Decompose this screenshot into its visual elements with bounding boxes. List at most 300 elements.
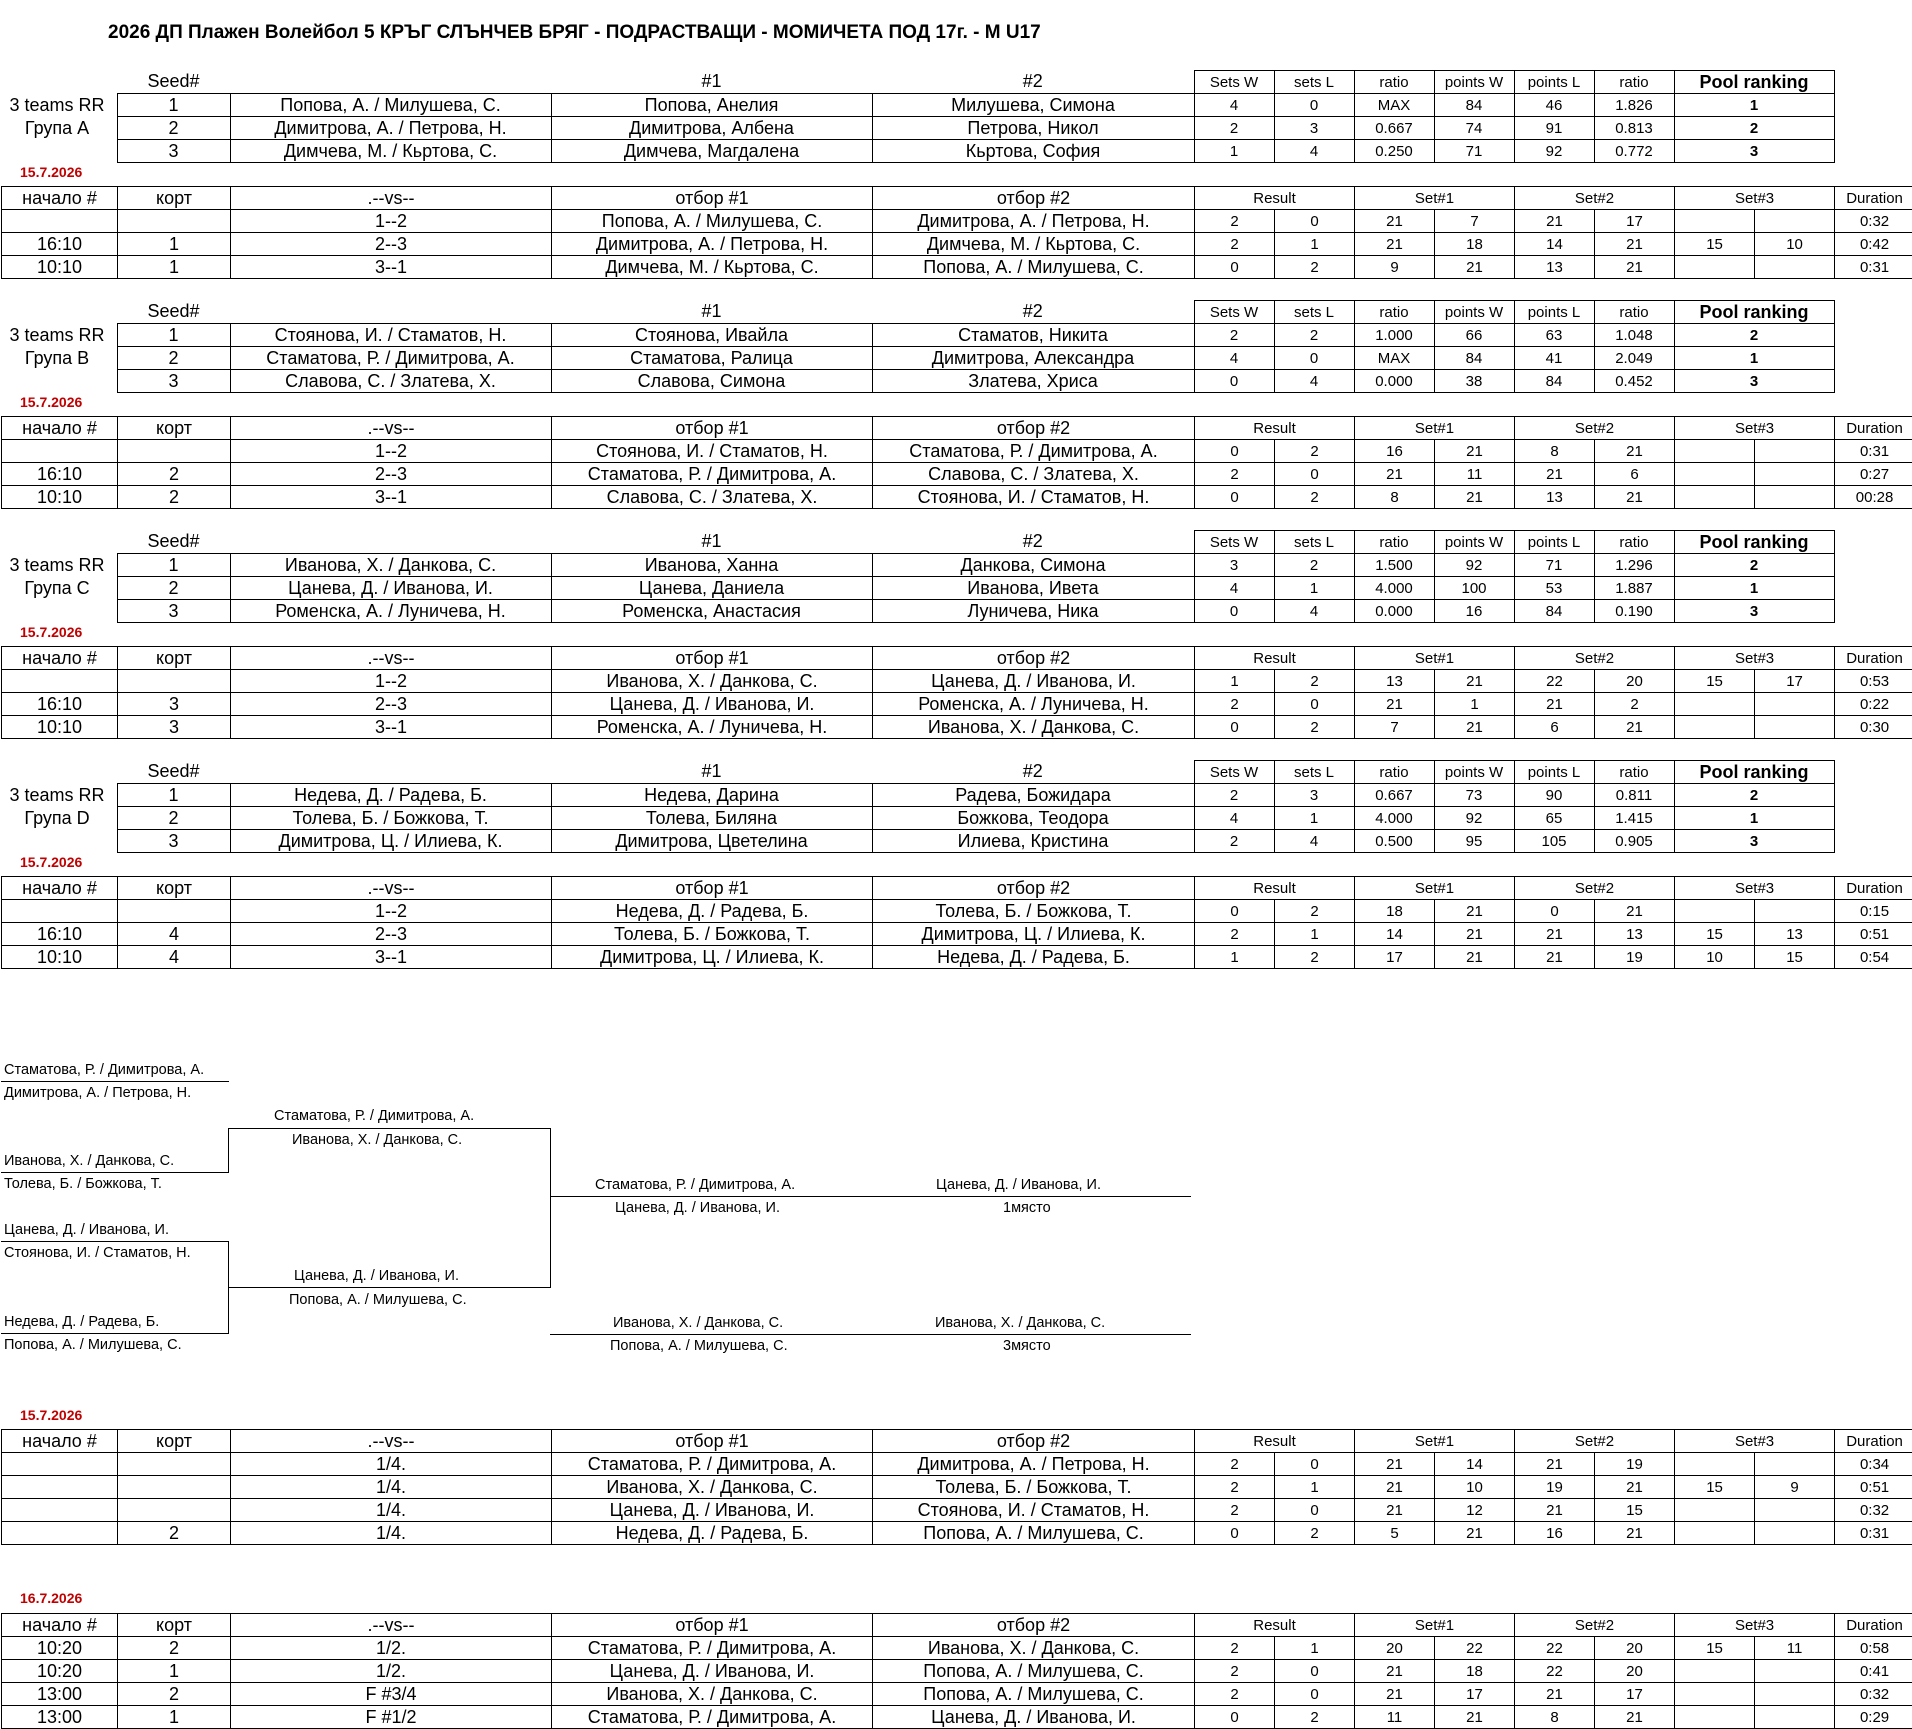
set1-header: Set#1	[1355, 1614, 1515, 1637]
team1-header: отбор #1	[552, 187, 873, 210]
set3-team1: 15	[1675, 670, 1755, 693]
match-team1: Стоянова, И. / Стаматов, Н.	[552, 440, 873, 463]
set3-team1	[1675, 210, 1755, 233]
seed-number: 2	[117, 117, 230, 140]
match-team2: Стоянова, И. / Стаматов, Н.	[873, 1499, 1195, 1522]
match-team1: Недева, Д. / Радева, Б.	[552, 900, 873, 923]
set3-header: Set#3	[1675, 187, 1835, 210]
match-duration: 0:31	[1835, 256, 1912, 279]
set1-team1: 17	[1355, 946, 1435, 969]
match-row	[2, 1637, 1912, 1660]
match-team1: Иванова, Х. / Данкова, С.	[552, 670, 873, 693]
match-team1: Недева, Д. / Радева, Б.	[552, 1522, 873, 1545]
points-won-header: points W	[1434, 761, 1514, 784]
sets-lost: 2	[1274, 324, 1354, 347]
set1-team1: 21	[1355, 1453, 1435, 1476]
set2-team1: 21	[1515, 463, 1595, 486]
set3-team2	[1755, 716, 1835, 739]
seed-number: 2	[117, 807, 230, 830]
player1-header: #1	[551, 761, 872, 784]
sets-ratio: MAX	[1354, 347, 1434, 370]
match-duration: 0:15	[1835, 900, 1912, 923]
match-team2: Недева, Д. / Радева, Б.	[873, 946, 1195, 969]
set2-header: Set#2	[1515, 647, 1675, 670]
match-start-time: 16:10	[2, 693, 118, 716]
team-name: Стоянова, И. / Стаматов, Н.	[230, 324, 551, 347]
match-duration: 0:51	[1835, 1476, 1912, 1499]
blank-cell	[1, 71, 117, 94]
duration-header: Duration	[1835, 417, 1912, 440]
blank-cell	[1, 761, 117, 784]
seed-header: Seed#	[117, 531, 230, 554]
set3-header: Set#3	[1675, 1430, 1835, 1453]
set1-team1: 13	[1355, 670, 1435, 693]
start-header: начало #	[2, 1430, 118, 1453]
set3-team2	[1755, 463, 1835, 486]
player2-name: Луничева, Ника	[872, 600, 1194, 623]
set1-team2: 21	[1435, 923, 1515, 946]
set1-team1: 21	[1355, 463, 1435, 486]
set2-header: Set#2	[1515, 1614, 1675, 1637]
player1-name: Стоянова, Ивайла	[551, 324, 872, 347]
seed-header: Seed#	[117, 71, 230, 94]
set3-team2: 15	[1755, 946, 1835, 969]
match-court	[118, 1499, 231, 1522]
points-ratio: 0.452	[1594, 370, 1674, 393]
set1-team2: 17	[1435, 1683, 1515, 1706]
points-ratio: 1.826	[1594, 94, 1674, 117]
blank-cell	[230, 531, 551, 554]
set3-team1	[1675, 463, 1755, 486]
set1-team1: 20	[1355, 1637, 1435, 1660]
sets-lost: 3	[1274, 784, 1354, 807]
points-lost: 90	[1514, 784, 1594, 807]
set2-header: Set#2	[1515, 877, 1675, 900]
match-start-time: 16:10	[2, 923, 118, 946]
match-court: 4	[118, 946, 231, 969]
result-team2: 0	[1275, 1683, 1355, 1706]
standings-header-row	[1, 71, 1834, 94]
bracket-semifinal-team: Попова, А. / Милушева, С.	[289, 1292, 467, 1308]
match-court: 2	[118, 1637, 231, 1660]
match-start-time	[2, 1499, 118, 1522]
points-lost: 46	[1514, 94, 1594, 117]
team2-header: отбор #2	[873, 1614, 1195, 1637]
points-won: 66	[1434, 324, 1514, 347]
result-team2: 2	[1275, 1706, 1355, 1729]
court-header: корт	[118, 187, 231, 210]
pool-group-label: Група D	[2, 807, 112, 830]
match-header-row	[2, 1430, 1912, 1453]
match-team1: Цанева, Д. / Иванова, И.	[552, 693, 873, 716]
set3-team1	[1675, 900, 1755, 923]
match-duration: 0:42	[1835, 233, 1912, 256]
match-team1: Димитрова, А. / Петрова, Н.	[552, 233, 873, 256]
points-lost: 105	[1514, 830, 1594, 853]
match-row	[2, 900, 1912, 923]
set1-team2: 11	[1435, 463, 1515, 486]
match-team1: Димчева, М. / Кьртова, С.	[552, 256, 873, 279]
match-team2: Димитрова, А. / Петрова, Н.	[873, 1453, 1195, 1476]
pool-rank: 3	[1674, 600, 1834, 623]
set2-team1: 21	[1515, 946, 1595, 969]
result-team2: 2	[1275, 670, 1355, 693]
team-row	[1, 577, 1834, 600]
set2-team1: 14	[1515, 233, 1595, 256]
match-start-time: 10:10	[2, 716, 118, 739]
match-team2: Димитрова, Ц. / Илиева, К.	[873, 923, 1195, 946]
team-row	[1, 140, 1834, 163]
points-lost: 41	[1514, 347, 1594, 370]
player1-name: Недева, Дарина	[551, 784, 872, 807]
set2-team2: 21	[1595, 900, 1675, 923]
team-name: Димитрова, А. / Петрова, Н.	[230, 117, 551, 140]
result-team1: 1	[1195, 946, 1275, 969]
match-start-time	[2, 900, 118, 923]
team-name: Иванова, Х. / Данкова, С.	[230, 554, 551, 577]
set2-team2: 21	[1595, 440, 1675, 463]
points-won-header: points W	[1434, 71, 1514, 94]
player2-name: Златева, Хриса	[872, 370, 1194, 393]
match-start-time: 13:00	[2, 1683, 118, 1706]
sets-won: 4	[1194, 807, 1274, 830]
set1-team1: 18	[1355, 900, 1435, 923]
match-start-time: 10:20	[2, 1637, 118, 1660]
sets-lost: 0	[1274, 347, 1354, 370]
match-duration: 0:34	[1835, 1453, 1912, 1476]
points-ratio: 0.813	[1594, 117, 1674, 140]
sets-ratio: 4.000	[1354, 577, 1434, 600]
result-team1: 0	[1195, 900, 1275, 923]
bracket-round1-team: Недева, Д. / Радева, Б.	[4, 1314, 159, 1330]
player2-name: Милушева, Симона	[872, 94, 1194, 117]
match-start-time: 16:10	[2, 233, 118, 256]
match-row	[2, 1660, 1912, 1683]
match-table	[1, 876, 1912, 969]
sets-lost: 4	[1274, 600, 1354, 623]
set2-team1: 22	[1515, 670, 1595, 693]
pool-rank: 2	[1674, 554, 1834, 577]
match-start-time: 13:00	[2, 1706, 118, 1729]
match-team2: Славова, С. / Златева, Х.	[873, 463, 1195, 486]
set1-team1: 14	[1355, 923, 1435, 946]
set3-team1	[1675, 486, 1755, 509]
player1-header: #1	[551, 71, 872, 94]
set1-team2: 18	[1435, 1660, 1515, 1683]
match-court	[118, 1476, 231, 1499]
result-header: Result	[1195, 417, 1355, 440]
result-header: Result	[1195, 1430, 1355, 1453]
sets-won: 3	[1194, 554, 1274, 577]
set1-team1: 21	[1355, 1660, 1435, 1683]
set2-team2: 2	[1595, 693, 1675, 716]
match-start-time	[2, 1522, 118, 1545]
set2-team2: 21	[1595, 256, 1675, 279]
match-pairing: F #3/4	[231, 1683, 552, 1706]
page-title: 2026 ДП Плажен Волейбол 5 КРЪГ СЛЪНЧЕВ БРЯГ - ПОДРАСТВАЩИ - МОМИЧЕТА ПОД 17г. - М U17	[108, 22, 1041, 44]
match-row	[2, 946, 1912, 969]
player2-name: Илиева, Кристина	[872, 830, 1194, 853]
team-row	[1, 600, 1834, 623]
match-duration: 0:22	[1835, 693, 1912, 716]
sets-won-header: Sets W	[1194, 301, 1274, 324]
pool-label	[2, 554, 112, 600]
set1-team1: 21	[1355, 693, 1435, 716]
points-ratio: 2.049	[1594, 347, 1674, 370]
points-lost: 71	[1514, 554, 1594, 577]
result-team1: 2	[1195, 210, 1275, 233]
sets-lost-header: sets L	[1274, 71, 1354, 94]
set2-team1: 21	[1515, 1683, 1595, 1706]
player1-name: Славова, Симона	[551, 370, 872, 393]
sets-won: 2	[1194, 784, 1274, 807]
bracket-third-place-team: Иванова, Х. / Данкова, С.	[613, 1315, 783, 1331]
result-team1: 2	[1195, 693, 1275, 716]
set3-header: Set#3	[1675, 417, 1835, 440]
match-table	[1, 186, 1912, 279]
sets-lost: 4	[1274, 830, 1354, 853]
court-header: корт	[118, 417, 231, 440]
match-header-row	[2, 647, 1912, 670]
pool-type-label: 3 teams RR	[2, 554, 112, 577]
set2-team1: 13	[1515, 256, 1595, 279]
pool-rank: 2	[1674, 117, 1834, 140]
set1-team2: 1	[1435, 693, 1515, 716]
match-team1: Стаматова, Р. / Димитрова, А.	[552, 463, 873, 486]
sets-won: 4	[1194, 94, 1274, 117]
match-court: 1	[118, 1706, 231, 1729]
set3-team2	[1755, 1453, 1835, 1476]
set1-team1: 8	[1355, 486, 1435, 509]
set1-team1: 21	[1355, 1499, 1435, 1522]
team-row	[1, 807, 1834, 830]
match-start-time	[2, 440, 118, 463]
bracket-line	[228, 1128, 550, 1129]
set3-team1	[1675, 1683, 1755, 1706]
sets-ratio: 1.000	[1354, 324, 1434, 347]
set3-team1	[1675, 1660, 1755, 1683]
set2-team2: 20	[1595, 670, 1675, 693]
set3-team1: 10	[1675, 946, 1755, 969]
court-header: корт	[118, 877, 231, 900]
set3-team2	[1755, 1706, 1835, 1729]
set3-header: Set#3	[1675, 1614, 1835, 1637]
result-team1: 2	[1195, 1476, 1275, 1499]
match-pairing: 1/4.	[231, 1499, 552, 1522]
points-lost-header: points L	[1514, 71, 1594, 94]
team-row	[1, 94, 1834, 117]
match-team2: Попова, А. / Милушева, С.	[873, 256, 1195, 279]
seed-number: 3	[117, 600, 230, 623]
match-start-time: 10:10	[2, 946, 118, 969]
set3-team1	[1675, 1706, 1755, 1729]
seed-header: Seed#	[117, 301, 230, 324]
points-ratio: 1.887	[1594, 577, 1674, 600]
result-team2: 1	[1275, 233, 1355, 256]
match-court: 2	[118, 463, 231, 486]
points-lost-header: points L	[1514, 531, 1594, 554]
player1-name: Димитрова, Албена	[551, 117, 872, 140]
pool-label	[2, 94, 112, 140]
match-team2: Роменска, А. / Луничева, Н.	[873, 693, 1195, 716]
match-duration: 0:54	[1835, 946, 1912, 969]
bracket-third-place-team: Попова, А. / Милушева, С.	[610, 1338, 788, 1354]
points-lost: 84	[1514, 370, 1594, 393]
bracket-line	[1, 1172, 229, 1173]
player1-name: Иванова, Ханна	[551, 554, 872, 577]
result-team2: 2	[1275, 440, 1355, 463]
blank-cell	[1, 301, 117, 324]
set2-team2: 21	[1595, 1706, 1675, 1729]
team2-header: отбор #2	[873, 877, 1195, 900]
set1-team2: 21	[1435, 670, 1515, 693]
points-won-header: points W	[1434, 531, 1514, 554]
pool-rank: 1	[1674, 577, 1834, 600]
set1-team2: 21	[1435, 716, 1515, 739]
set2-team2: 13	[1595, 923, 1675, 946]
points-ratio-header: ratio	[1594, 531, 1674, 554]
points-ratio-header: ratio	[1594, 761, 1674, 784]
team-name: Цанева, Д. / Иванова, И.	[230, 577, 551, 600]
match-duration: 0:58	[1835, 1637, 1912, 1660]
result-team2: 1	[1275, 1476, 1355, 1499]
match-header-row	[2, 877, 1912, 900]
set1-team2: 21	[1435, 946, 1515, 969]
set1-team1: 21	[1355, 210, 1435, 233]
result-team2: 0	[1275, 463, 1355, 486]
set3-header: Set#3	[1675, 877, 1835, 900]
vs-header: .--vs--	[231, 877, 552, 900]
match-header-row	[2, 1614, 1912, 1637]
standings-table	[1, 530, 1835, 623]
match-row	[2, 1499, 1912, 1522]
match-pairing: 1/4.	[231, 1522, 552, 1545]
points-lost: 92	[1514, 140, 1594, 163]
pool-rank: 1	[1674, 347, 1834, 370]
match-pairing: F #1/2	[231, 1706, 552, 1729]
team-row	[1, 784, 1834, 807]
team2-header: отбор #2	[873, 647, 1195, 670]
set2-header: Set#2	[1515, 1430, 1675, 1453]
match-row	[2, 1476, 1912, 1499]
sets-won: 0	[1194, 370, 1274, 393]
match-start-time: 16:10	[2, 463, 118, 486]
match-row	[2, 693, 1912, 716]
bracket-final-team: Цанева, Д. / Иванова, И.	[615, 1200, 780, 1216]
team1-header: отбор #1	[552, 1614, 873, 1637]
set1-team2: 21	[1435, 900, 1515, 923]
match-court: 3	[118, 693, 231, 716]
match-pairing: 2--3	[231, 463, 552, 486]
match-duration: 0:27	[1835, 463, 1912, 486]
sets-ratio: 0.667	[1354, 117, 1434, 140]
sets-won: 1	[1194, 140, 1274, 163]
result-team2: 1	[1275, 1637, 1355, 1660]
set2-team2: 20	[1595, 1660, 1675, 1683]
player1-name: Роменска, Анастасия	[551, 600, 872, 623]
match-team2: Попова, А. / Милушева, С.	[873, 1683, 1195, 1706]
match-team2: Стаматова, Р. / Димитрова, А.	[873, 440, 1195, 463]
player2-name: Иванова, Ивета	[872, 577, 1194, 600]
match-court: 4	[118, 923, 231, 946]
set3-team2: 10	[1755, 233, 1835, 256]
sets-lost: 1	[1274, 807, 1354, 830]
bracket-round1-team: Димитрова, А. / Петрова, Н.	[4, 1085, 191, 1101]
sets-ratio: 0.000	[1354, 370, 1434, 393]
match-row	[2, 670, 1912, 693]
vs-header: .--vs--	[231, 647, 552, 670]
team-name: Димитрова, Ц. / Илиева, К.	[230, 830, 551, 853]
result-team2: 0	[1275, 1499, 1355, 1522]
match-court	[118, 1453, 231, 1476]
pool-label	[2, 324, 112, 370]
set1-team1: 16	[1355, 440, 1435, 463]
bracket-first-place-label: 1място	[1003, 1200, 1051, 1216]
result-team1: 0	[1195, 1706, 1275, 1729]
sets-lost: 4	[1274, 370, 1354, 393]
set1-team1: 21	[1355, 233, 1435, 256]
start-header: начало #	[2, 647, 118, 670]
team1-header: отбор #1	[552, 877, 873, 900]
set2-team1: 21	[1515, 1453, 1595, 1476]
points-ratio: 0.811	[1594, 784, 1674, 807]
team-name: Димчева, М. / Кьртова, С.	[230, 140, 551, 163]
sets-ratio: 0.250	[1354, 140, 1434, 163]
set1-team2: 10	[1435, 1476, 1515, 1499]
match-date: 15.7.2026	[20, 854, 82, 870]
sets-lost-header: sets L	[1274, 301, 1354, 324]
set3-team2	[1755, 210, 1835, 233]
team1-header: отбор #1	[552, 417, 873, 440]
match-row	[2, 256, 1912, 279]
match-table	[1, 1429, 1912, 1545]
sets-ratio: 0.000	[1354, 600, 1434, 623]
standings-table	[1, 70, 1835, 163]
team2-header: отбор #2	[873, 187, 1195, 210]
standings-table	[1, 760, 1835, 853]
set3-team1	[1675, 693, 1755, 716]
match-start-time	[2, 210, 118, 233]
points-won: 73	[1434, 784, 1514, 807]
points-lost-header: points L	[1514, 301, 1594, 324]
match-duration: 0:31	[1835, 1522, 1912, 1545]
sets-ratio: 1.500	[1354, 554, 1434, 577]
sets-won: 2	[1194, 117, 1274, 140]
set2-header: Set#2	[1515, 187, 1675, 210]
set2-team2: 15	[1595, 1499, 1675, 1522]
sets-lost-header: sets L	[1274, 761, 1354, 784]
seed-number: 1	[117, 554, 230, 577]
match-table	[1, 646, 1912, 739]
sets-lost: 3	[1274, 117, 1354, 140]
bracket-line	[550, 1128, 551, 1288]
points-lost: 91	[1514, 117, 1594, 140]
match-court: 1	[118, 256, 231, 279]
points-won: 74	[1434, 117, 1514, 140]
set1-team2: 21	[1435, 256, 1515, 279]
bracket-round1-team: Иванова, Х. / Данкова, С.	[4, 1153, 174, 1169]
team-row	[1, 117, 1834, 140]
match-team2: Иванова, Х. / Данкова, С.	[873, 716, 1195, 739]
set2-team1: 22	[1515, 1660, 1595, 1683]
set3-team1: 15	[1675, 923, 1755, 946]
set2-team2: 21	[1595, 1522, 1675, 1545]
set2-team2: 21	[1595, 233, 1675, 256]
result-team1: 1	[1195, 670, 1275, 693]
vs-header: .--vs--	[231, 1614, 552, 1637]
sets-ratio: MAX	[1354, 94, 1434, 117]
result-team1: 2	[1195, 233, 1275, 256]
